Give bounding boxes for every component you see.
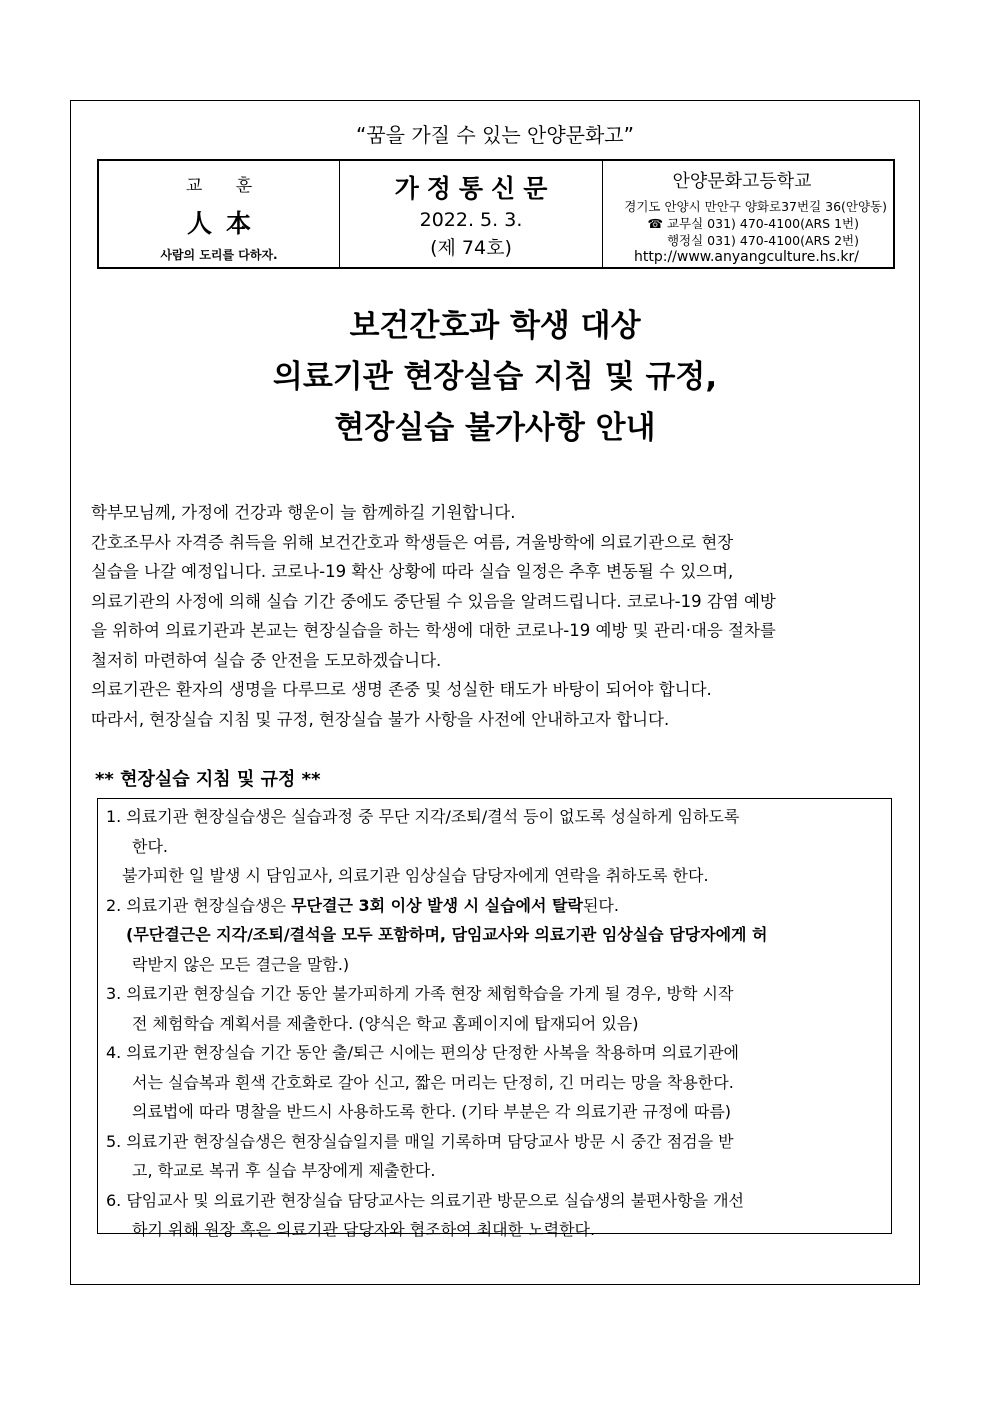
rule-1-note: 불가피한 일 발생 시 담임교사, 의료기관 임상실습 담당자에게 연락을 취하도록 한다.	[122, 866, 709, 885]
rule-2-text-end: 된다.	[582, 895, 619, 915]
rule-6-line: 하기 위해 원장 혹은 의료기관 담당자와 협조하여 최대한 노력한다.	[132, 1220, 596, 1239]
rule-3-line: 3. 의료기관 현장실습 기간 동안 불가피하게 가족 현장 체험학습을 가게 될 경우, 방학 시작	[106, 984, 734, 1003]
rule-4-line: 서는 실습복과 흰색 간호화로 갈아 신고, 짧은 머리는 단정히, 긴 머리는 망을 착용한다.	[132, 1072, 734, 1092]
school-contact-cell	[603, 161, 893, 267]
newsletter-info-cell	[340, 161, 603, 267]
section-title: ** 현장실습 지침 및 규정 **	[95, 769, 321, 790]
newsletter-title: 가정통신문	[394, 174, 556, 203]
rule-2-note: 락받지 않은 모든 결근을 말함.)	[132, 954, 350, 974]
intro-line: 철저히 마련하여 실습 중 안전을 도모하겠습니다.	[91, 650, 442, 670]
rules-box	[97, 798, 892, 1239]
rule-5-line: 5. 의료기관 현장실습생은 현장실습일지를 매일 기록하며 담당교사 방문 시 중간 점검을 받	[106, 1131, 734, 1151]
intro-line: 의료기관은 환자의 생명을 다루므로 생명 존중 및 성실한 태도가 바탕이 되어야 합니다.	[91, 680, 712, 699]
title-line-2: 의료기관 현장실습 지침 및 규정,	[272, 359, 718, 395]
rule-2-line	[106, 891, 883, 921]
rule-1-line: 한다.	[132, 836, 168, 856]
school-website-link[interactable]: http://www.anyangculture.hs.kr/	[633, 249, 859, 265]
document-frame	[70, 100, 920, 1285]
intro-text	[91, 498, 906, 734]
rule-2-note: (무단결근은 지각/조퇴/결석을 모두 포함하며, 담임교사와 의료기관 임상실습 담당자에게 허	[126, 925, 768, 944]
school-slogan: “꿈을 가질 수 있는 안양문화고”	[356, 123, 634, 147]
rule-2-text: 2. 의료기관 현장실습생은	[106, 895, 292, 915]
title-line-3: 현장실습 불가사항 안내	[334, 410, 656, 446]
newsletter-date: 2022. 5. 3.	[419, 209, 523, 231]
intro-line: 의료기관의 사정에 의해 실습 기간 중에도 중단될 수 있음을 알려드립니다. 코로나-19 감염 예방	[91, 591, 776, 611]
rule-5-line: 고, 학교로 복귀 후 실습 부장에게 제출한다.	[132, 1161, 436, 1180]
newsletter-header	[97, 159, 895, 269]
school-name: 안양문화고등학교	[672, 171, 812, 192]
motto-label: 교 훈	[185, 176, 267, 196]
motto-subtitle: 사람의 도리를 다하자.	[160, 248, 278, 262]
newsletter-issue: (제 74호)	[430, 237, 512, 259]
document-title	[71, 301, 919, 454]
rule-1-line: 1. 의료기관 현장실습생은 실습과정 중 무단 지각/조퇴/결석 등이 없도록 성실하게 임하도록	[106, 807, 740, 826]
school-motto: 人本	[186, 209, 265, 238]
school-motto-cell	[99, 161, 340, 267]
intro-line: 을 위하여 의료기관과 본교는 현장실습을 하는 학생에 대한 코로나-19 예방 및 관리·대응 절차를	[91, 621, 776, 640]
school-contact	[603, 198, 887, 266]
rule-2-emphasis: 무단결근 3회 이상 발생 시 실습에서 탈락	[291, 895, 583, 915]
intro-line: 간호조무사 자격증 취득을 위해 보건간호과 학생들은 여름, 겨울방학에 의료기관으로 현장	[91, 532, 734, 552]
intro-line: 따라서, 현장실습 지침 및 규정, 현장실습 불가 사항을 사전에 안내하고자 합니다.	[91, 709, 670, 729]
title-line-1: 보건간호과 학생 대상	[349, 308, 641, 344]
rule-3-line: 전 체험학습 계획서를 제출한다. (양식은 학교 홈페이지에 탑재되어 있음)	[132, 1013, 639, 1033]
rule-4-line: 4. 의료기관 현장실습 기간 동안 출/퇴근 시에는 편의상 단정한 사복을 착용하며 의료기관에	[106, 1043, 740, 1062]
intro-line: 실습을 나갈 예정입니다. 코로나-19 확산 상황에 따라 실습 일정은 추후 변동될 수 있으며,	[91, 562, 734, 581]
rule-6-line: 6. 담임교사 및 의료기관 현장실습 담당교사는 의료기관 방문으로 실습생의 불편사항을 개선	[106, 1190, 744, 1210]
school-address: 경기도 안양시 만안구 양화로37번길 36(안양동)	[624, 199, 887, 214]
rule-4-line: 의료법에 따라 명찰을 반드시 사용하도록 한다. (기타 부분은 각 의료기관 규정에 따름)	[132, 1102, 732, 1121]
intro-line: 학부모님께, 가정에 건강과 행운이 늘 함께하길 기원합니다.	[91, 503, 516, 522]
phone-admin: 행정실 031) 470-4100(ARS 2번)	[666, 233, 859, 248]
phone-office: ☎ 교무실 031) 470-4100(ARS 1번)	[647, 216, 859, 231]
